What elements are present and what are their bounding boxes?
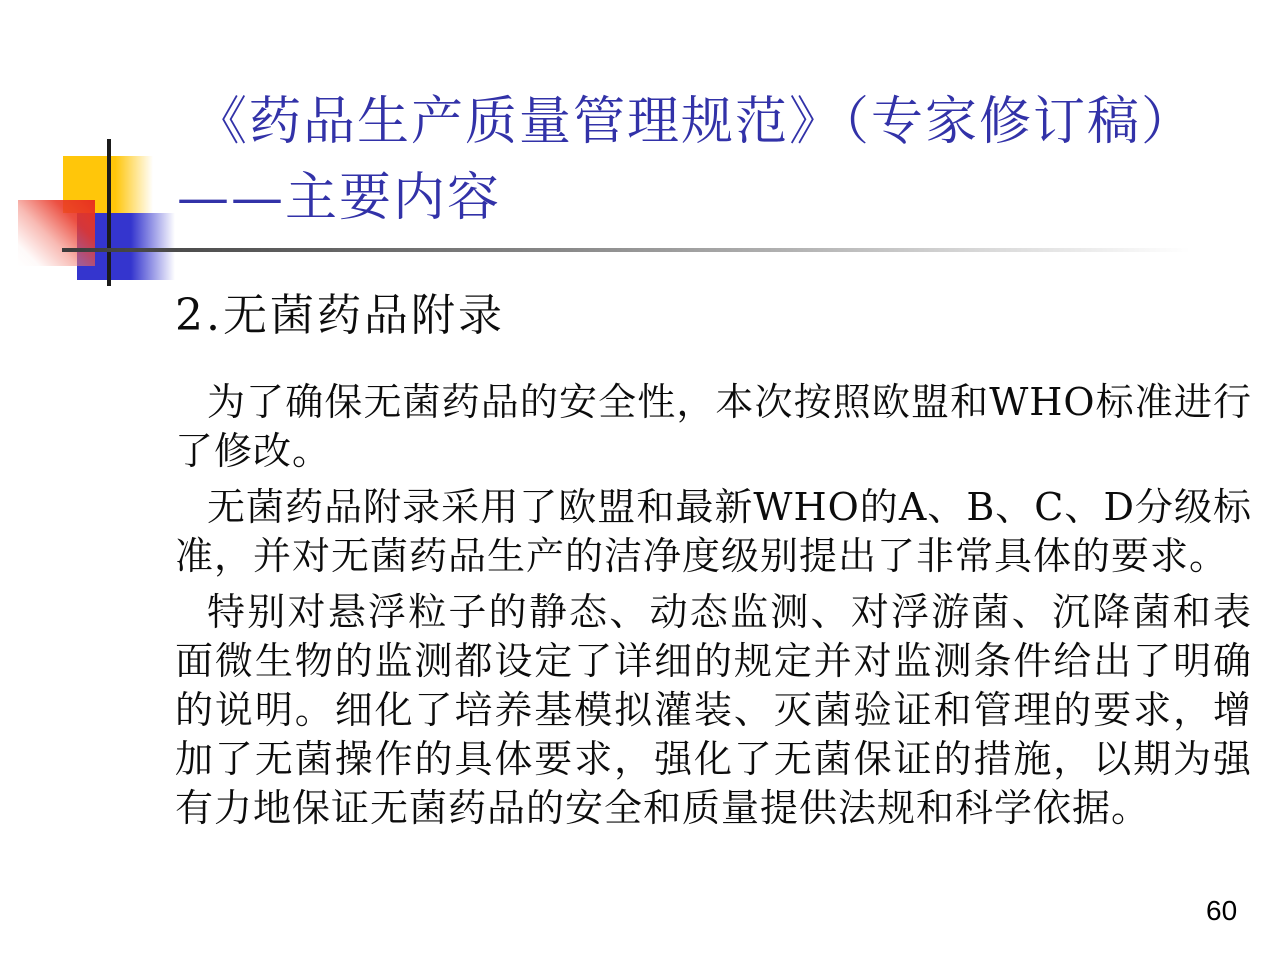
section-heading: 2.无菌药品附录	[175, 290, 505, 341]
slide-body	[175, 288, 1252, 840]
paragraph-1: 为了确保无菌药品的安全性，本次按照欧盟和WHO标准进行了修改。	[175, 380, 1252, 473]
ornament-vertical-line	[107, 139, 111, 286]
ornament-red-square	[18, 200, 95, 266]
paragraph-2: 无菌药品附录采用了欧盟和最新WHO的A、B、C、D分级标准，并对无菌药品生产的洁净度级别提出了非常具体的要求。	[175, 485, 1252, 578]
page-number: 60	[1206, 895, 1238, 926]
paragraph-3: 特别对悬浮粒子的静态、动态监测、对浮游菌、沉降菌和表面微生物的监测都设定了详细的规定并对监测条件给出了明确的说明。细化了培养基模拟灌装、灭菌验证和管理的要求，增加了无菌操作的具体要求，强化了无菌保证的措施，以期为强有力地保证无菌药品的安全和质量提供法规和科学依据。	[175, 590, 1252, 830]
slide-title-line1: 《药品生产质量管理规范》（专家修订稿）	[195, 92, 1196, 152]
title-divider-line	[62, 248, 1190, 252]
slide-title-line2: ——主要内容	[177, 168, 502, 228]
slide-title	[177, 84, 1257, 236]
